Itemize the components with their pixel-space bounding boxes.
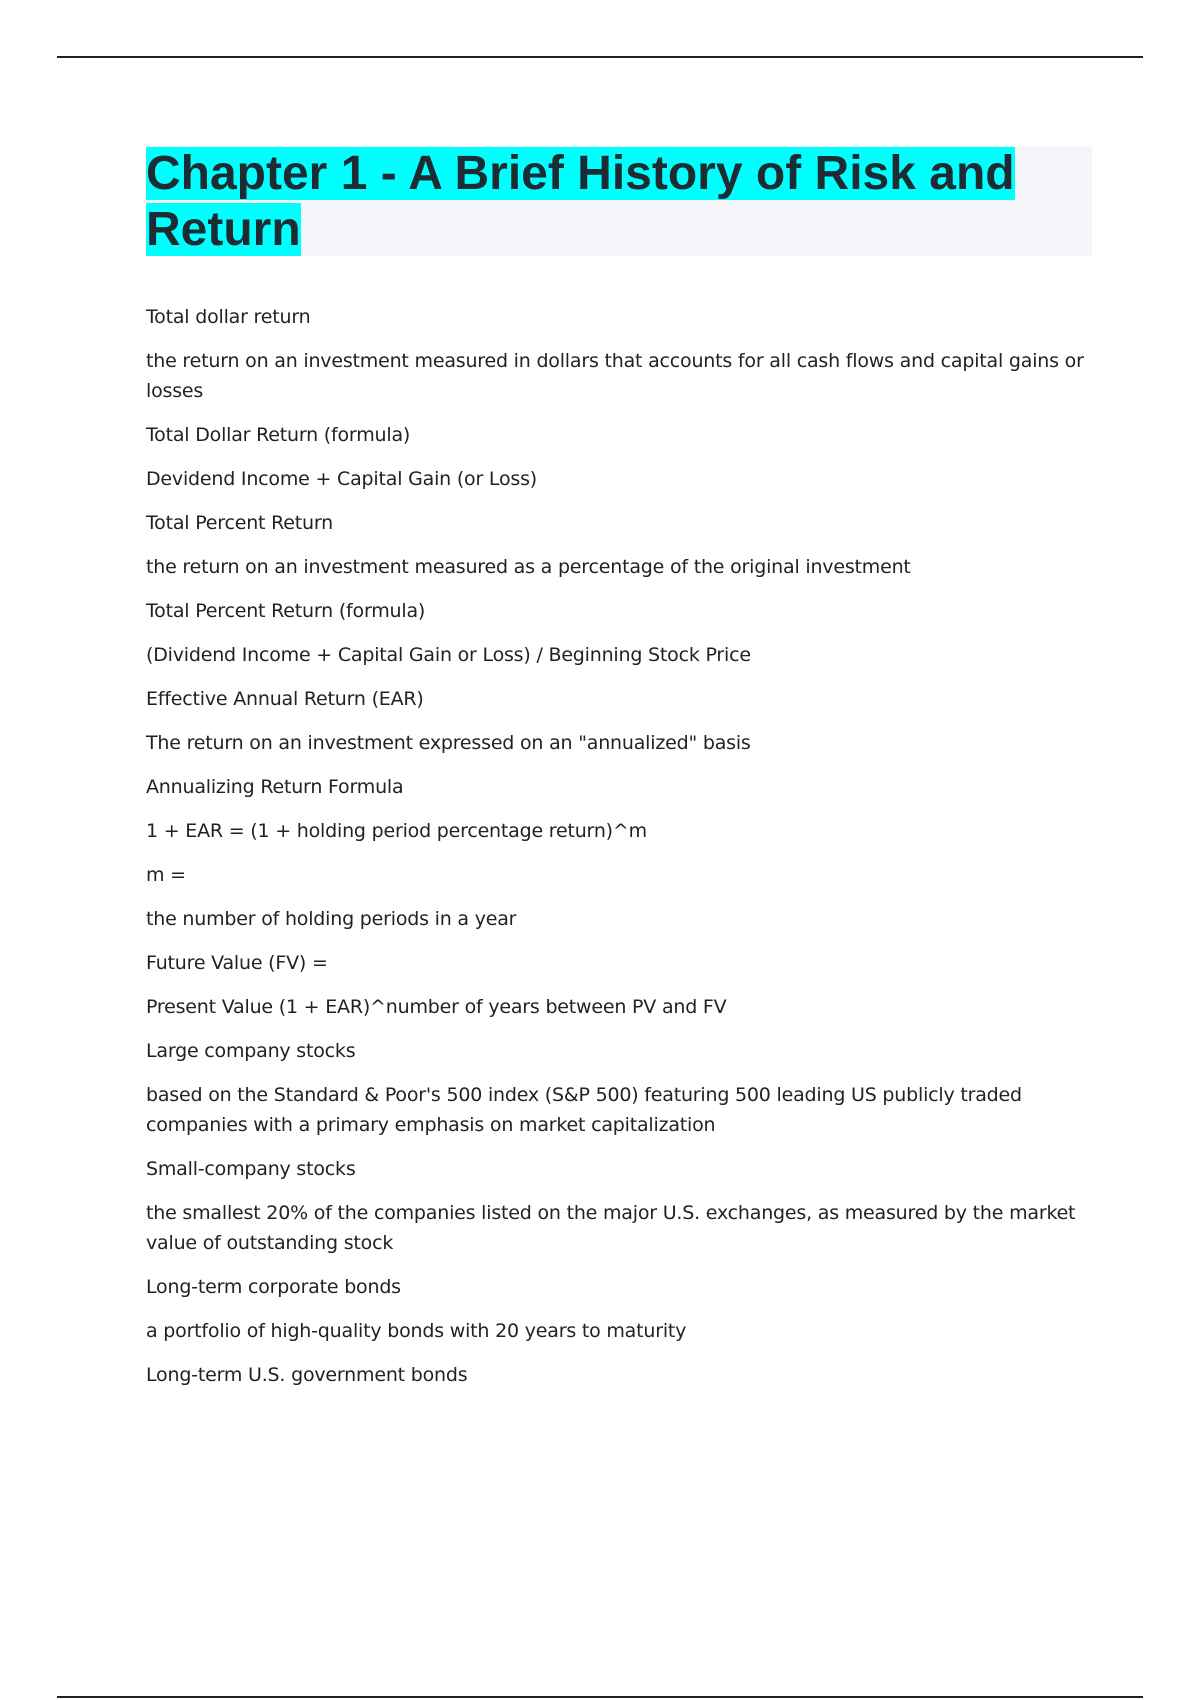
flashcard-list bbox=[146, 302, 1092, 1404]
definition: the smallest 20% of the companies listed on the major U.S. exchanges, as measured by the market value of outstanding stock bbox=[146, 1202, 1076, 1254]
definition: the number of holding periods in a year bbox=[146, 908, 517, 930]
term: Small-company stocks bbox=[146, 1158, 356, 1180]
page-top-rule bbox=[57, 56, 1143, 58]
term: Large company stocks bbox=[146, 1040, 356, 1062]
term: Annualizing Return Formula bbox=[146, 776, 404, 798]
term: Long-term corporate bonds bbox=[146, 1276, 401, 1298]
term: Future Value (FV) = bbox=[146, 952, 328, 974]
term: Total dollar return bbox=[146, 306, 311, 328]
term: Total Dollar Return (formula) bbox=[146, 424, 411, 446]
definition: the return on an investment measured in dollars that accounts for all cash flows and capital gains or losses bbox=[146, 350, 1084, 402]
title-block bbox=[146, 146, 1092, 256]
term: Total Percent Return (formula) bbox=[146, 600, 426, 622]
term: Total Percent Return bbox=[146, 512, 333, 534]
page-title bbox=[146, 146, 1092, 258]
page-bottom-rule bbox=[57, 1696, 1143, 1698]
definition: the return on an investment measured as a percentage of the original investment bbox=[146, 556, 911, 578]
definition: based on the Standard & Poor's 500 index (S&P 500) featuring 500 leading US publicly traded companies with a primary emphasis on market capitalization bbox=[146, 1084, 1022, 1136]
page-title-text: Chapter 1 - A Brief History of Risk and Return bbox=[146, 147, 1015, 256]
definition: Present Value (1 + EAR)^number of years between PV and FV bbox=[146, 996, 727, 1018]
definition: 1 + EAR = (1 + holding period percentage return)^m bbox=[146, 820, 647, 842]
term: Effective Annual Return (EAR) bbox=[146, 688, 424, 710]
definition: The return on an investment expressed on an "annualized" basis bbox=[146, 732, 751, 754]
definition: (Dividend Income + Capital Gain or Loss) / Beginning Stock Price bbox=[146, 644, 751, 666]
term: m = bbox=[146, 864, 186, 886]
definition: Devidend Income + Capital Gain (or Loss) bbox=[146, 468, 538, 490]
definition: a portfolio of high-quality bonds with 20 years to maturity bbox=[146, 1320, 687, 1342]
term: Long-term U.S. government bonds bbox=[146, 1364, 468, 1386]
